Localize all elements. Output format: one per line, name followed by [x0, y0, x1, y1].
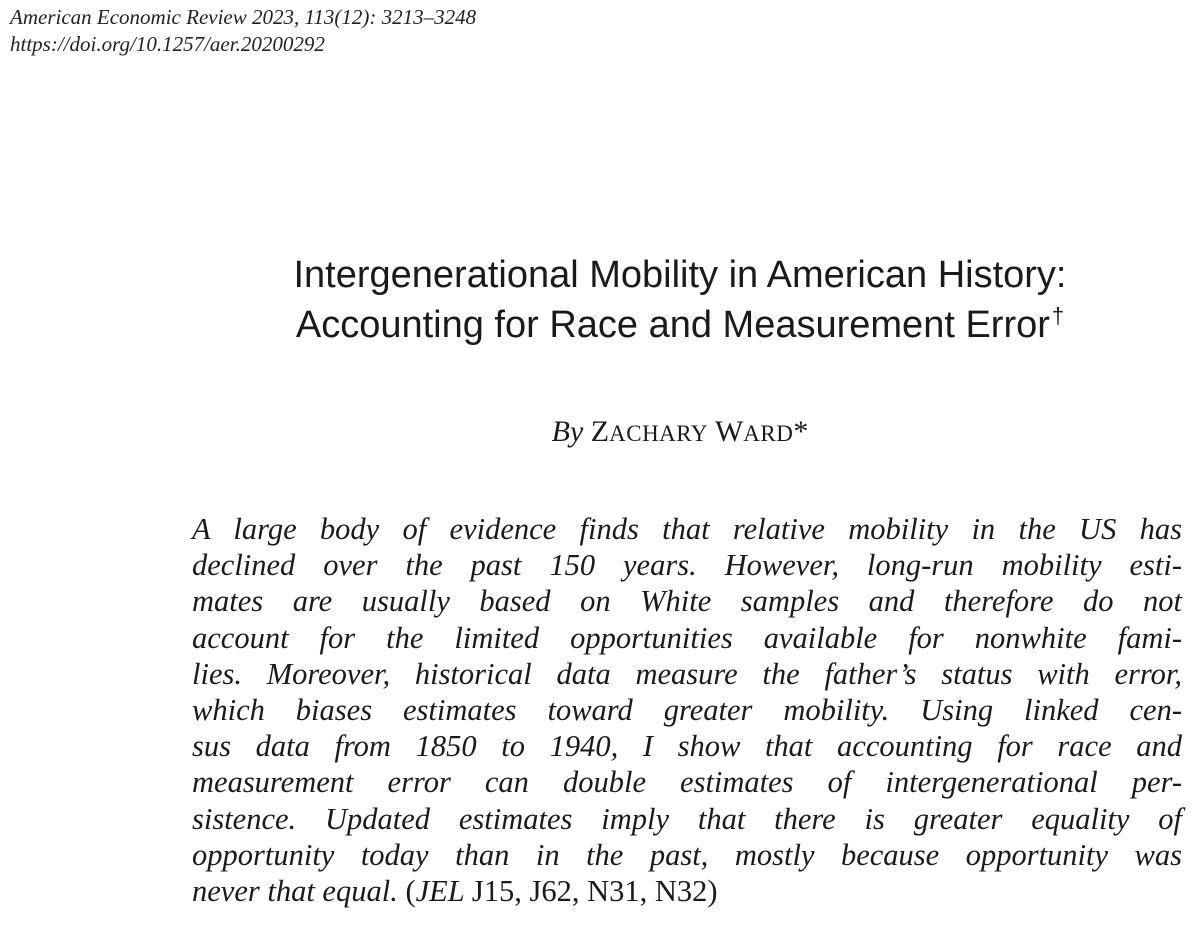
- journal-doi-link[interactable]: https://doi.org/10.1257/aer.20200292: [10, 32, 325, 56]
- abstract-line: sistence. Updated estimates imply that there is greater equality of: [192, 801, 1182, 836]
- abstract-last-line: [192, 873, 1182, 909]
- author-first-rest: ACHARY: [609, 421, 708, 446]
- byline-by: By: [551, 415, 584, 448]
- byline: [160, 413, 1200, 453]
- abstract-line: measurement error can double estimates of intergenerational per-: [192, 765, 1182, 800]
- journal-header: [10, 4, 476, 58]
- title-footnote-mark[interactable]: †: [1051, 303, 1065, 329]
- abstract-line: sus data from 1850 to 1940, I show that accounting for race and: [192, 729, 1182, 764]
- author-first-initial: Z: [590, 415, 610, 448]
- jel-label: JEL: [415, 873, 465, 908]
- paper-title-line-2-text: Accounting for Race and Measurement Error: [295, 304, 1050, 346]
- abstract-line: which biases estimates toward greater mobility. Using linked cen-: [192, 692, 1182, 727]
- author-last-initial: W: [714, 415, 744, 448]
- abstract-line: declined over the past 150 years. However, long-run mobility esti-: [192, 548, 1182, 583]
- abstract-line: opportunity today than in the past, mostly because opportunity was: [192, 837, 1182, 872]
- jel-open-paren: (: [405, 873, 416, 908]
- journal-citation: American Economic Review 2023, 113(12): 3213–3248: [10, 5, 477, 29]
- abstract: [192, 511, 1182, 909]
- abstract-last-line-text: never that equal.: [192, 873, 398, 908]
- abstract-line: A large body of evidence finds that relative mobility in the US has: [192, 512, 1182, 546]
- jel-close-paren: ): [707, 873, 718, 908]
- author-name: [591, 415, 809, 448]
- paper-title: [160, 250, 1200, 350]
- abstract-line: account for the limited opportunities available for nonwhite fami-: [192, 620, 1182, 655]
- author-last-rest: ARD: [743, 421, 794, 446]
- paper-title-line-1: Intergenerational Mobility in American History:: [293, 254, 1067, 296]
- abstract-line: lies. Moreover, historical data measure the father’s status with error,: [192, 656, 1182, 691]
- abstract-line: mates are usually based on White samples and therefore do not: [192, 584, 1182, 619]
- author-footnote-mark[interactable]: *: [793, 415, 809, 448]
- jel-codes: J15, J62, N31, N32: [471, 873, 708, 908]
- paper-title-line-2: [160, 300, 1200, 350]
